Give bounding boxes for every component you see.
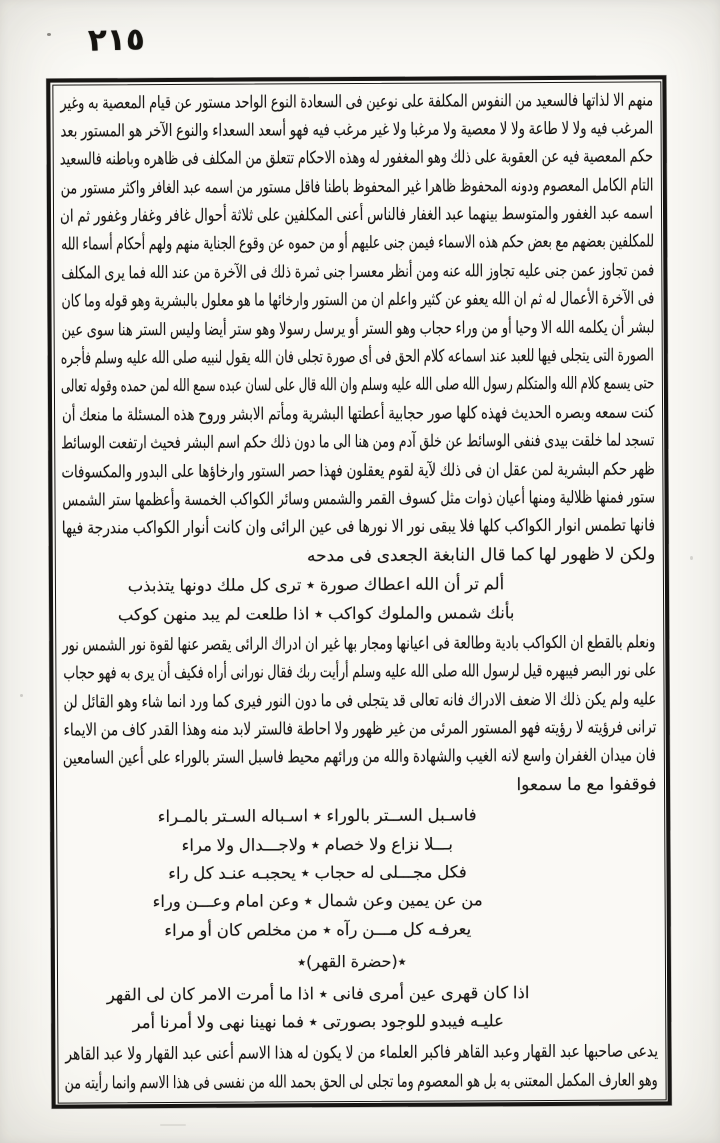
- text-line: فان ميدان الغفران واسع لانه الغيب والشهادة والله من ورائهم محيط فاسبل الستر بالوراء على أعين السامعين: [63, 745, 657, 770]
- text-line: فمن تجاوز عمن جنى عليه تجاوز الله عنه ومن أنظر معسرا جنى ثمرة ذلك فى الآخرة من عند الله فما يرى المكلف: [60, 260, 654, 284]
- poem-verse: فاسـبل الســتر بالوراء ٭ اسـباله السـتر بالمـراء: [157, 805, 477, 827]
- body-paragraph-1: [60, 86, 656, 572]
- ink-speck: [690, 556, 693, 560]
- page-number: ٢١٥: [87, 21, 146, 59]
- poem-verse: من عن يمين وعن شمال ٭ وعن امام وعـــن وراء: [152, 890, 483, 912]
- text-line: للمكلفين بعضهم مع بعض حكم هذه الاسماء فيمن جنى عليهم أو من حموه عن وقوع الجناية منهم ولهم أحكام أسماء الله: [60, 231, 654, 256]
- text-line: يدعى صاحبها عبد القهار وعبد القاهر فاكبر العلماء من لا يكون له هذا الاسم أعنى عبد القهار ولا عبد القاهر: [65, 1041, 658, 1065]
- text-block: [60, 86, 658, 1098]
- poem-couplet-1: [62, 570, 655, 630]
- text-line: التام الكامل المعصوم ودونه المحفوظ ظاهرا غير المحفوظ باطنا فاقل مستور من اسمه عبد الغافر واكثر مستور من: [60, 175, 654, 199]
- poem-couplet-qahr: [65, 978, 658, 1038]
- poem-verse: عليـه فيبدو للوجود بصورتى ٭ فما نهينا نهى ولا أمرنا أمر: [132, 1011, 504, 1033]
- poem-verses-veil: [64, 801, 658, 946]
- text-line: حكم المعصية فيه عن العقوبة على ذلك وهو المغفور له وهذه الاحكام تتعلق من المكلف فى ظاهره وباطنه فالسعيد: [59, 146, 654, 170]
- text-line: ستور فمنها ظلالية ومنها أعيان ذوات مثل كسوف القمر والشمس وسائر الكواكب الخمسة وأعظمها ستر الشمس: [62, 487, 656, 511]
- text-line: وهو العارف المكمل المعتنى به بل هو المعصوم وما تجلى لى الحق بحمد الله من نفسى فى هذا الاسم وانما رأيته من: [64, 1070, 659, 1094]
- page-frame: [46, 75, 671, 1108]
- text-line: الصورة التى يتجلى فيها للعبد عند اسماعه كلام الحق فى أى صورة تجلى فان الله يقول لنبيه صلى الله عليه وسلم فأجره: [61, 345, 655, 369]
- text-line: ولكن لا ظهور لها كما قال النابغة الجعدى فى مدحه: [306, 544, 656, 567]
- text-line: ظهر حكم البشرية لمن عقل ان فى ذلك لآية لقوم يعقلون فهذا حصر الستور وارخاؤها على البدور والمكسوفات: [61, 459, 655, 483]
- text-line: كنت سمعه وبصره الحديث فهذه كلها صور حجابية أعطتها البشرية ومأتم الابشر وروح هذه المسئلة ما منعك أن: [61, 402, 655, 426]
- section-heading-hadrat-alqahr: [64, 947, 657, 978]
- section-heading-text: ٭(حضرة القهر)٭: [297, 951, 407, 972]
- text-line: المرغب فيه ولا لا طاعة ولا لا معصية ولا مرغبا ولا غير مرغب فيه فهو أسعد السعداء والنوع الآخر هو المستور بعد: [60, 118, 654, 142]
- body-paragraph-3: [65, 1038, 658, 1098]
- page-frame-inner-rule: [52, 81, 666, 1103]
- poem-verse: بأنك شمس والملوك كواكب ٭ اذا طلعت لم يبد منهن كوكب: [117, 602, 515, 624]
- ink-speck: [160, 1124, 186, 1126]
- text-line: ترانى فرؤيته لا رؤيته فهو المستور المرئى من غير ظهور ولا احاطة فالستر لابد منه وهذا القدر كاف من الايماء: [63, 717, 657, 741]
- text-line: اسمه عبد الغفور والمتوسط بينهما عبد الغفار فالناس أعنى المكلفين على ثلاثة أحوال غافر وغفار وغفور ثم ان: [60, 203, 654, 227]
- text-line: ونعلم بالقطع ان الكواكب بادية وطالعة فى اعيانها ومجار بها غير ان ادراك الرائى يقصر عنها لقوة نور الشمس نور: [62, 632, 656, 656]
- poem-verse: بـــلا نزاع ولا خصام ٭ ولاجـــدال ولا مراء: [181, 834, 454, 855]
- text-line: فوقفوا مع ما سمعوا: [516, 774, 657, 796]
- poem-verse: اذا كان قهرى عين أمرى فانى ٭ اذا ما أمرت الامر كان لى القهر: [106, 982, 530, 1004]
- text-line: فى الآخرة الأعمال له ثم ان الله يعفو عن كثير واعلم ان من الستور وارخائها ما هو معلول بالبشرية وهو قوله وما كان: [61, 288, 655, 312]
- poem-verse: فكل مجـــلى له حجاب ٭ يحجبـه عنـد كل راء: [168, 862, 467, 884]
- text-line: فانها تطمس انوار الكواكب كلها فلا يبقى نور الا نورها فى عين الرائى وان كانت أنوار الكواكب مندرجة فيها: [61, 515, 656, 539]
- body-paragraph-2: [63, 628, 657, 801]
- text-line: لبشر أن يكلمه الله الا وحيا أو من وراء حجاب وهو الستر أو يرسل رسولا وهو ستر أيضا وليس الستر هنا سوى عين: [61, 317, 655, 341]
- poem-verse: ألم تر أن الله اعطاك صورة ٭ ترى كل ملك دونها يتذبذب: [127, 574, 505, 596]
- text-line: حتى يسمع كلام الله والمتكلم رسول الله صلى الله عليه وسلم وان الله قال على لسان عبده سمع الله لمن حمده وقوله تعالى: [61, 373, 655, 397]
- text-line: تسجد لما خلقت بيدى فنفى الوسائط عن خلق آدم ومن هنا الى ما دون ذلك حكم اسم البشر فحيث ارتفعت الوسائط: [61, 430, 655, 454]
- text-line: عليه ولم يكن ذلك الا ضعف الادراك فانه تعالى قد يتجلى فى ما دون النور فيرى كما ورد انما شاء وهو القائل لن: [63, 689, 657, 713]
- poem-verse: يعرفـه كل مـــن رآه ٭ من مخلص كان أو مراء: [164, 919, 472, 940]
- ink-speck: [47, 33, 51, 36]
- text-line: على نور البصر فيبهره قيل لرسول الله صلى الله عليه وسلم أرأيت ربك فقال نورانى أراه فكيف أن يرى به فهو حجاب: [62, 660, 656, 684]
- text-line: منهم الا لذاتها فالسعيد من النفوس المكلفة على نوعين فى السعادة النوع الواحد مستور عن قيام المعصية به وغير: [60, 89, 653, 114]
